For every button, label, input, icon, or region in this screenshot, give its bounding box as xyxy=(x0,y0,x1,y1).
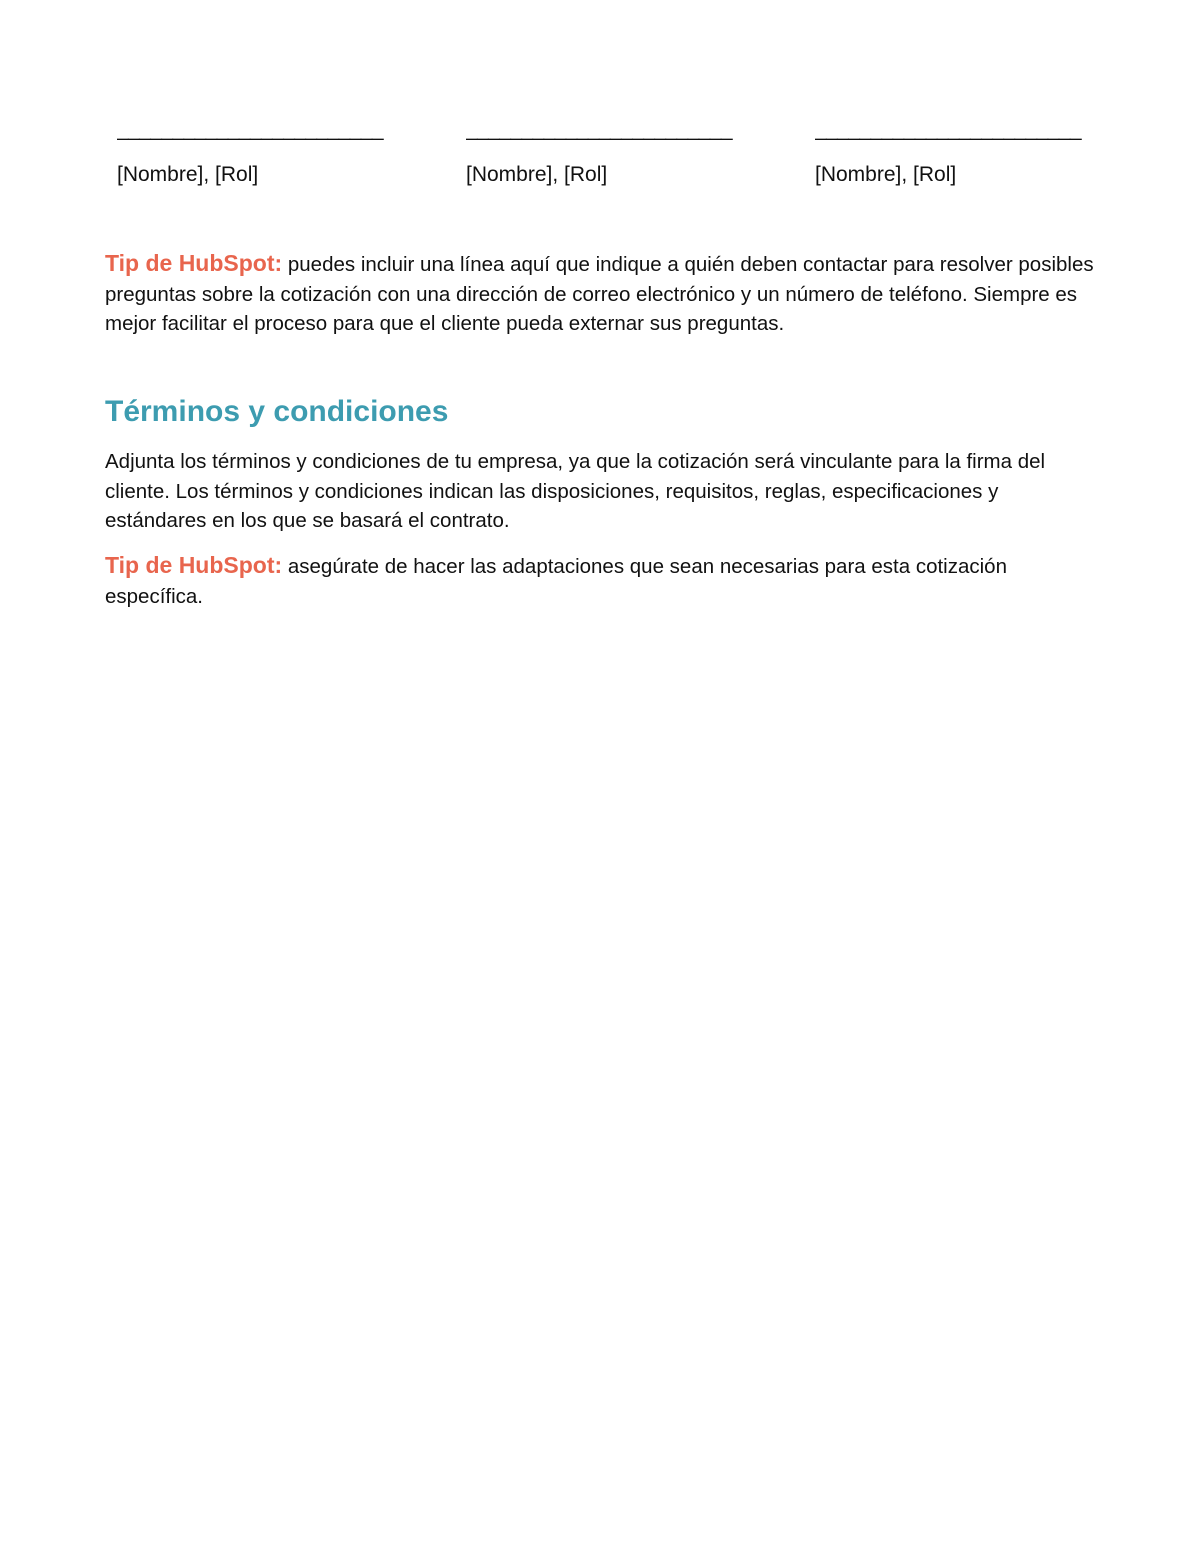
signature-name-role: [Nombre], [Rol] xyxy=(815,163,957,186)
tip-text: asegúrate de hacer las adaptaciones que sean necesarias para esta cotización específica. xyxy=(105,555,1007,608)
hubspot-tip-contact xyxy=(105,249,1105,339)
signature-block xyxy=(117,110,1127,200)
terms-paragraph: Adjunta los términos y condiciones de tu empresa, ya que la cotización será vinculante para la firma del cliente. Los términos y condiciones indican las disposiciones, requisitos, reglas, especificaciones y estándares en los que se basará el contrato. xyxy=(105,450,1046,532)
tip-text: puedes incluir una línea aquí que indique a quién deben contactar para resolver posibles preguntas sobre la cotización con una dirección de correo electrónico y un número de teléfono. Siempre es mejor facilitar el proceso para que el cliente pueda externar sus preguntas. xyxy=(105,253,1094,335)
signature-line: ________________________ xyxy=(466,118,732,141)
tip-label: Tip de HubSpot: xyxy=(105,250,283,276)
signature-name-role: [Nombre], [Rol] xyxy=(117,163,259,186)
signature-column xyxy=(117,110,417,200)
signature-name-role: [Nombre], [Rol] xyxy=(466,163,608,186)
section-heading-terms: Términos y condiciones xyxy=(105,395,449,428)
tip-label: Tip de HubSpot: xyxy=(105,552,283,578)
signature-column xyxy=(466,110,766,200)
signature-line: ________________________ xyxy=(117,118,383,141)
signature-line: ________________________ xyxy=(815,118,1081,141)
signature-column xyxy=(815,110,1115,200)
hubspot-tip-adaptations xyxy=(105,551,1105,611)
